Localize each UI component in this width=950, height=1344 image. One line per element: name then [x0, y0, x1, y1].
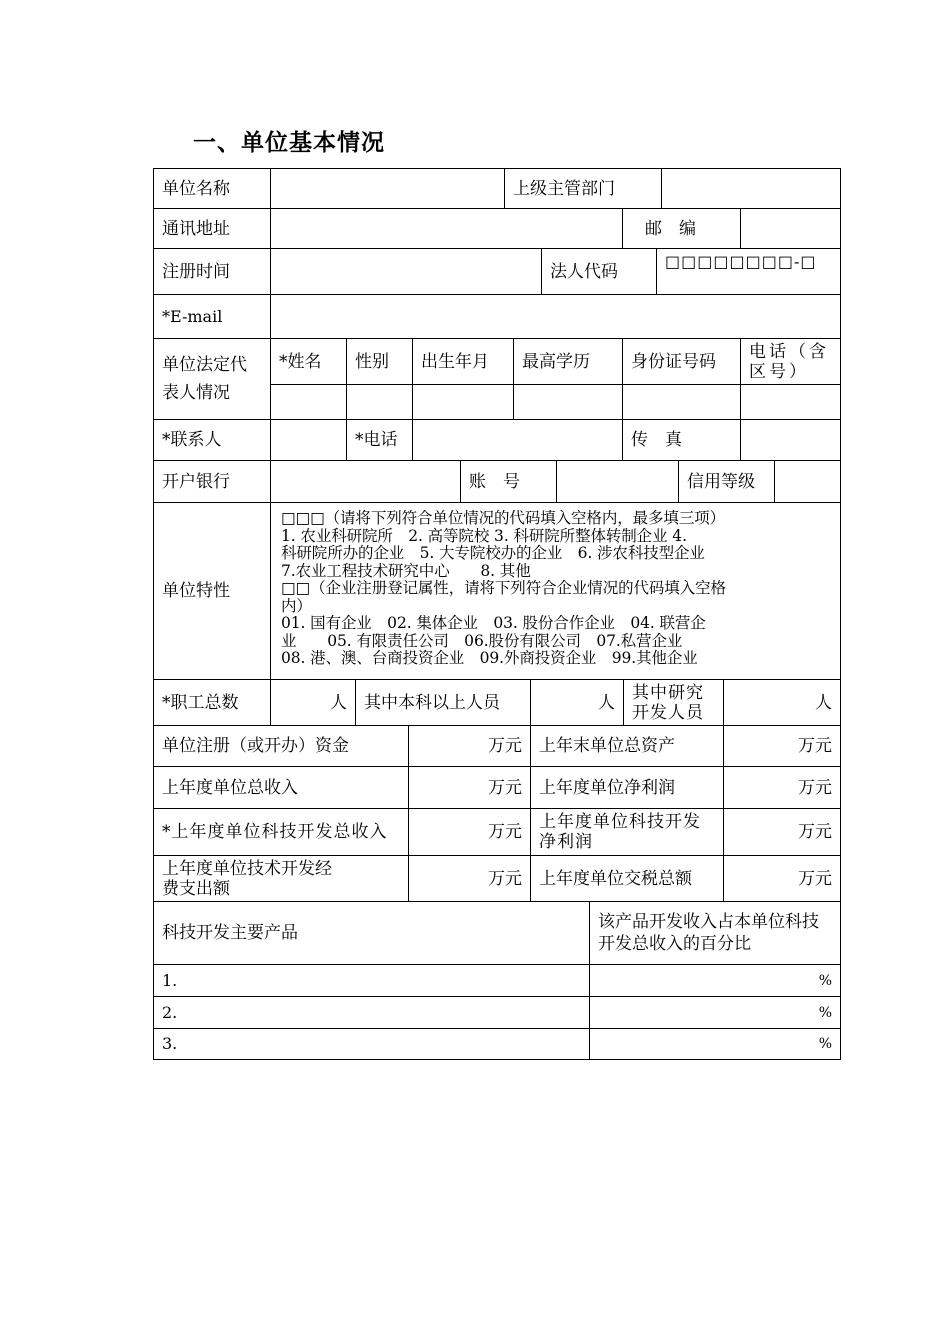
tax-total-unit: 万元	[798, 868, 832, 889]
product-pct-2[interactable]: %	[589, 996, 841, 1029]
total-assets-field[interactable]	[723, 725, 841, 767]
product-pct-header: 该产品开发收入占本单位科技开发总收入的百分比	[589, 901, 841, 965]
account-label: 账 号	[460, 460, 557, 503]
rep-edu-field[interactable]	[513, 384, 623, 420]
tech-income-unit: 万元	[488, 822, 522, 842]
rep-sex-field[interactable]	[346, 384, 413, 420]
rep-edu-label: 最高学历	[513, 338, 623, 385]
postcode-label: 邮 编	[622, 208, 741, 249]
address-field[interactable]	[270, 208, 623, 249]
product-pct-1[interactable]: %	[589, 964, 841, 997]
supervisor-field[interactable]	[661, 168, 841, 209]
unit-name-field[interactable]	[270, 168, 505, 209]
credit-label: 信用等级	[678, 460, 775, 503]
product-row-2[interactable]: 2.	[153, 996, 590, 1029]
contact-label: *联系人	[153, 419, 271, 461]
total-assets-unit: 万元	[798, 736, 832, 756]
unit-type-line: 业 05. 有限责任公司 06.股份有限公司 07.私营企业	[281, 631, 683, 650]
fax-field[interactable]	[740, 419, 841, 461]
reg-capital-field[interactable]	[408, 725, 531, 767]
rep-birth-field[interactable]	[412, 384, 514, 420]
bachelor-field[interactable]	[530, 679, 624, 726]
bank-field[interactable]	[270, 460, 461, 503]
contact-field[interactable]	[270, 419, 347, 461]
bank-label: 开户银行	[153, 460, 271, 503]
page-title: 一、单位基本情况	[193, 130, 385, 156]
fax-label: 传 真	[622, 419, 741, 461]
unit-type-line: 01. 国有企业 02. 集体企业 03. 股份合作企业 04. 联营企	[281, 614, 706, 632]
main-products-label: 科技开发主要产品	[153, 901, 590, 965]
total-income-field[interactable]	[408, 766, 531, 809]
address-label: 通讯地址	[153, 208, 271, 249]
bachelor-label: 其中本科以上人员	[355, 679, 531, 726]
unit-name-label: 单位名称	[153, 168, 271, 209]
rep-name-label: *姓名	[270, 338, 347, 385]
product-row-3[interactable]: 3.	[153, 1028, 590, 1060]
email-label: *E-mail	[153, 294, 271, 339]
rep-name-field[interactable]	[270, 384, 347, 420]
rd-staff-label: 其中研究开发人员	[623, 679, 724, 726]
net-profit-field[interactable]	[723, 766, 841, 809]
unit-type-line: 7.农业工程技术研究中心 8. 其他	[281, 561, 531, 580]
net-profit-unit: 万元	[798, 777, 832, 798]
legal-code-label: 法人代码	[541, 248, 657, 295]
tech-expense-unit: 万元	[488, 868, 522, 889]
unit-type-label: 单位特性	[153, 502, 271, 680]
reg-capital-unit: 万元	[488, 736, 522, 756]
tech-income-label: *上年度单位科技开发总收入	[153, 808, 409, 856]
credit-field[interactable]	[774, 460, 841, 503]
unit-type-line: 内）	[281, 596, 312, 615]
unit-type-line: □□（企业注册登记属性，请将下列符合企业情况的代码填入空格	[281, 579, 726, 597]
account-field[interactable]	[556, 460, 679, 503]
tech-profit-unit: 万元	[798, 822, 832, 842]
staff-total-field[interactable]	[270, 679, 356, 726]
rd-staff-unit: 人	[815, 692, 832, 713]
postcode-field[interactable]	[740, 208, 841, 249]
supervisor-label: 上级主管部门	[504, 168, 662, 209]
contact-phone-label: *电话	[346, 419, 413, 461]
reg-time-field[interactable]	[270, 248, 542, 295]
unit-type-codes[interactable]	[270, 502, 841, 680]
tax-total-label: 上年度单位交税总额	[530, 855, 724, 902]
total-income-unit: 万元	[488, 777, 522, 798]
legal-rep-label: 单位法定代表人情况	[153, 338, 271, 420]
bachelor-unit: 人	[598, 692, 615, 713]
reg-time-label: 注册时间	[153, 248, 271, 295]
rep-birth-label: 出生年月	[412, 338, 514, 385]
staff-total-label: *职工总数	[153, 679, 271, 726]
tech-profit-field[interactable]	[723, 808, 841, 856]
staff-total-unit: 人	[330, 692, 347, 713]
tech-profit-label: 上年度单位科技开发净利润	[530, 808, 724, 856]
total-assets-label: 上年末单位总资产	[530, 725, 724, 767]
rep-phone-label: 电话（含区号）	[740, 338, 841, 385]
tech-expense-field[interactable]	[408, 855, 531, 902]
legal-code-field[interactable]: □□□□□□□□-□	[656, 248, 841, 295]
total-income-label: 上年度单位总收入	[153, 766, 409, 809]
rep-sex-label: 性别	[346, 338, 413, 385]
email-field[interactable]	[270, 294, 841, 339]
tax-total-field[interactable]	[723, 855, 841, 902]
unit-type-line: 科研院所办的企业 5. 大专院校办的企业 6. 涉农科技型企业	[281, 544, 705, 562]
unit-type-line: 08. 港、澳、台商投资企业 09.外商投资企业 99.其他企业	[281, 649, 698, 667]
rep-id-label: 身份证号码	[622, 338, 741, 385]
tech-income-field[interactable]	[408, 808, 531, 856]
unit-type-line: 1. 农业科研院所 2. 高等院校 3. 科研院所整体转制企业 4.	[281, 526, 687, 545]
net-profit-label: 上年度单位净利润	[530, 766, 724, 809]
rd-staff-field[interactable]	[723, 679, 841, 726]
contact-phone-field[interactable]	[412, 419, 623, 461]
rep-id-field[interactable]	[622, 384, 741, 420]
product-pct-3[interactable]: %	[589, 1028, 841, 1060]
tech-expense-label: 上年度单位技术开发经费支出额	[153, 855, 409, 902]
product-row-1[interactable]: 1.	[153, 964, 590, 997]
reg-capital-label: 单位注册（或开办）资金	[153, 725, 409, 767]
unit-type-line: □□□（请将下列符合单位情况的代码填入空格内，最多填三项）	[281, 509, 726, 527]
rep-phone-field[interactable]	[740, 384, 841, 420]
